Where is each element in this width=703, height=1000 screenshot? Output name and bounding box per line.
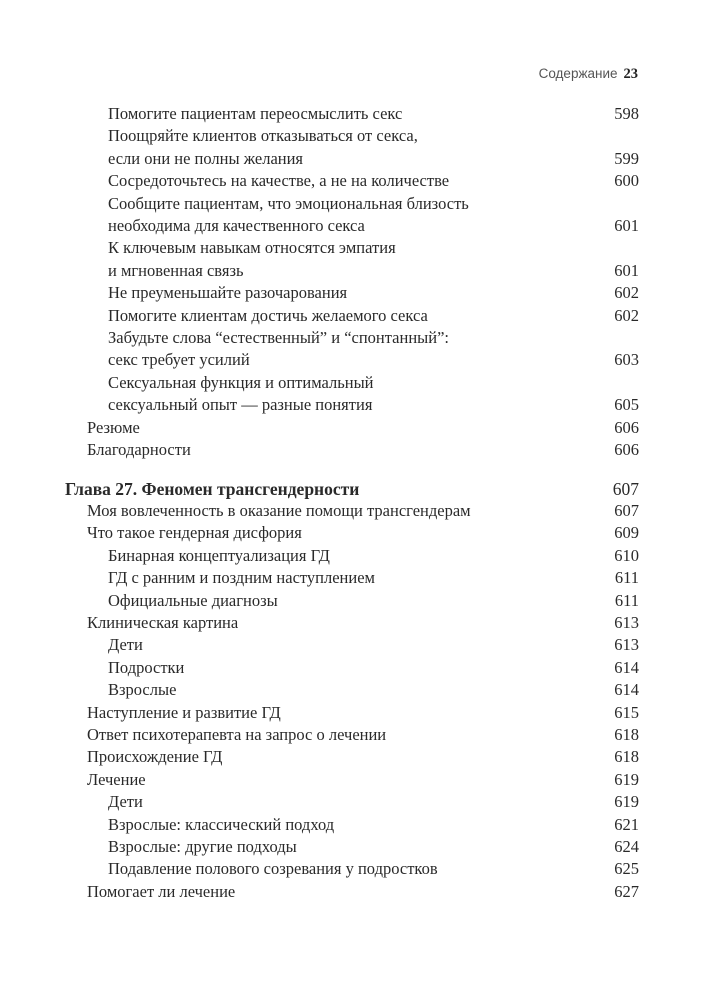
toc-entry-page: 625 (614, 859, 639, 879)
toc-entry-title: Наступление и развитие ГД (87, 702, 281, 722)
running-head-label: Содержание (538, 66, 618, 81)
toc-entry-title (108, 327, 599, 372)
toc-entry-title: Сосредоточьтесь на качестве, а не на количестве (108, 171, 450, 191)
toc-entry-page: 619 (614, 769, 639, 789)
toc-entry[interactable] (65, 500, 639, 522)
toc-entry-title-line: Сообщите пациентам, что эмоциональная близость (108, 193, 469, 213)
toc-entry-title-line: необходима для качественного секса (108, 216, 365, 236)
toc-entry-page: 607 (614, 500, 639, 520)
toc-entry[interactable] (65, 657, 639, 679)
toc-entry-title: Подавление полового созревания у подростков (108, 859, 438, 879)
toc-entry-page: 619 (614, 792, 639, 812)
toc-entry-page: 614 (614, 657, 639, 677)
toc-entry[interactable] (65, 746, 639, 768)
toc-entry-page: 598 (614, 104, 639, 123)
toc-entry-title: Клиническая картина (87, 612, 239, 632)
toc-entry-page: 627 (614, 881, 639, 901)
toc-entry-title-line: Поощряйте клиентов отказываться от секса, (108, 126, 418, 146)
toc-entry-title: Резюме (87, 417, 140, 437)
toc-entry[interactable] (65, 282, 639, 304)
toc-entry-page: 615 (614, 702, 639, 722)
toc-entry-title: Лечение (87, 769, 146, 789)
toc-entry[interactable] (65, 836, 639, 858)
toc-entry-title-line: К ключевым навыкам относятся эмпатия (108, 238, 396, 258)
toc-entry[interactable] (65, 858, 639, 880)
running-head (539, 66, 638, 83)
toc-entry[interactable] (65, 372, 639, 417)
toc-entry[interactable] (65, 305, 639, 327)
toc-entry-page: 599 (614, 148, 639, 168)
toc-entry-title: Помогите пациентам переосмыслить секс (108, 104, 403, 123)
toc-entry-title-line: сексуальный опыт — разные понятия (108, 395, 373, 415)
toc-entry-title (108, 125, 599, 170)
toc-entry[interactable] (65, 612, 639, 634)
toc-entry[interactable] (65, 634, 639, 656)
toc-entry[interactable] (65, 702, 639, 724)
toc-entry[interactable] (65, 724, 639, 746)
toc-entry-page: 601 (614, 260, 639, 280)
toc-entry-title (108, 237, 599, 282)
toc-entry[interactable] (65, 590, 639, 612)
toc-entry-title: Благодарности (87, 440, 191, 460)
toc-entry-title (108, 372, 599, 417)
toc-entry-page: 618 (614, 747, 639, 767)
toc-entry[interactable] (65, 545, 639, 567)
toc-entry-page: 611 (614, 590, 639, 610)
toc-entry-page: 618 (614, 724, 639, 744)
toc-entry-page: 602 (614, 305, 639, 325)
toc-entry[interactable] (65, 769, 639, 791)
toc-entry-page: 624 (614, 837, 639, 856)
toc-entry-title: Моя вовлеченность в оказание помощи трансгендерам (87, 500, 471, 520)
toc-entry[interactable] (65, 881, 639, 903)
toc-entry-title: Происхождение ГД (87, 747, 223, 767)
toc-entry[interactable] (65, 679, 639, 701)
toc-entry-page: 614 (614, 680, 639, 700)
toc-entry-title-line: Забудьте слова “естественный” и “спонтанный”: (108, 328, 449, 348)
toc-entry-title: Помогите клиентам достичь желаемого секса (108, 305, 428, 325)
toc-entry-title: Бинарная концептуализация ГД (108, 545, 330, 565)
page-number: 23 (623, 66, 638, 82)
toc-entry-page: 606 (614, 440, 639, 460)
toc-entry-page: 609 (614, 523, 639, 543)
toc-entry-title-line: секс требует усилий (108, 350, 250, 370)
toc-entry[interactable] (65, 237, 639, 282)
toc-entry-acknowledgements[interactable] (65, 439, 639, 461)
toc-entry-page: 606 (614, 417, 639, 437)
toc-entry-title: Взрослые: классический подход (108, 814, 335, 834)
chapter-page: 607 (612, 478, 639, 499)
toc-entry-page: 610 (614, 545, 639, 565)
toc-entry-page: 613 (614, 635, 639, 655)
toc-entry-page: 600 (614, 171, 639, 191)
toc-entry-page: 603 (614, 350, 639, 370)
toc-entry[interactable] (65, 103, 639, 125)
toc-entry-title-line: если они не полны желания (108, 148, 304, 168)
toc-entry-title: Подростки (108, 657, 185, 677)
toc-entry-title: Официальные диагнозы (108, 590, 278, 610)
toc-chapter-heading[interactable] (65, 478, 639, 500)
toc-entry[interactable] (65, 125, 639, 170)
toc-entry-page: 621 (614, 814, 639, 834)
toc-entry-page: 605 (614, 395, 639, 415)
toc-entry[interactable] (65, 814, 639, 836)
toc-entry-title-line: Сексуальная функция и оптимальный (108, 372, 374, 392)
toc-entry-title: Помогает ли лечение (87, 881, 236, 901)
table-of-contents (65, 103, 639, 903)
toc-entry-title: ГД с ранним и поздним наступлением (108, 568, 375, 588)
toc-entry-title: Не преуменьшайте разочарования (108, 283, 348, 303)
toc-entry-title: Дети (108, 635, 143, 655)
toc-entry-title: Взрослые (108, 680, 177, 700)
toc-entry-page: 602 (614, 283, 639, 303)
toc-entry[interactable] (65, 193, 639, 238)
toc-entry-title: Что такое гендерная дисфория (87, 523, 302, 543)
toc-entry-page: 601 (614, 216, 639, 236)
toc-entry[interactable] (65, 327, 639, 372)
toc-entry[interactable] (65, 522, 639, 544)
toc-entry-page: 613 (614, 612, 639, 632)
toc-entry-title-line: и мгновенная связь (108, 260, 244, 280)
chapter-title: Глава 27. Феномен трансгендерности (65, 478, 360, 499)
toc-entry[interactable] (65, 567, 639, 589)
toc-entry-resume[interactable] (65, 417, 639, 439)
toc-entry[interactable] (65, 791, 639, 813)
toc-entry-title (108, 193, 599, 238)
toc-entry-page: 611 (614, 568, 639, 588)
toc-entry-title: Ответ психотерапевта на запрос о лечении (87, 724, 387, 744)
toc-entry-title: Взрослые: другие подходы (108, 837, 297, 856)
toc-entry[interactable] (65, 170, 639, 192)
toc-entry-title: Дети (108, 792, 143, 812)
